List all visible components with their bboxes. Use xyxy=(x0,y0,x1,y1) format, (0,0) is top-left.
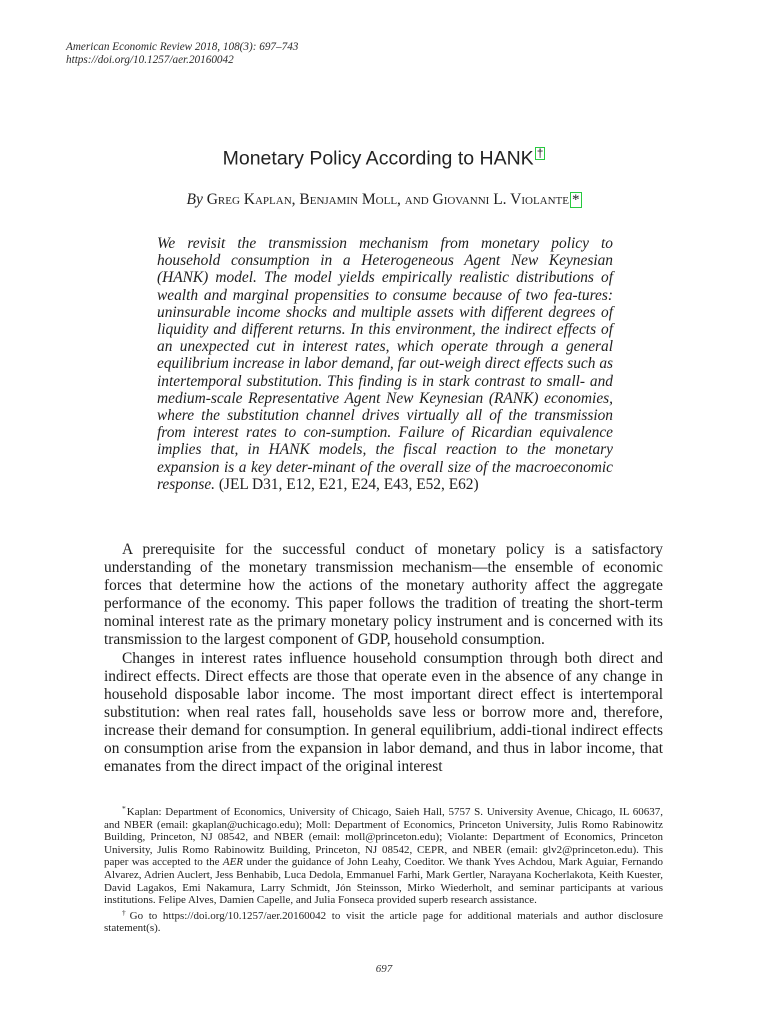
footnotes xyxy=(104,803,663,935)
paper-title-text: Monetary Policy According to HANK xyxy=(222,147,534,170)
title-footnote-link[interactable]: † xyxy=(536,146,544,160)
journal-header xyxy=(66,41,298,67)
author-footnote-link[interactable]: * xyxy=(572,192,580,208)
abstract xyxy=(157,235,613,493)
footnote-marker-dagger: † xyxy=(122,907,129,917)
footnote-doi xyxy=(104,907,663,935)
body-paragraph: Changes in interest rates influence household consumption through both direct and indirect effects. Direct effects are those that operate even in the absence of any change in household disposable labor income. The most important direct effect is intertemporal substitution: when real rates fall, households save less or borrow more and, therefore, increase their demand for consumption. In general equilibrium, addi-tional indirect effects on consumption arise from the expansion in labor demand, and thus in labor income, that emanates from the direct impact of the original interest xyxy=(104,649,663,776)
paper-title xyxy=(0,147,768,171)
abstract-text: We revisit the transmission mechanism from monetary policy to household consumption in a Heterogeneous Agent New Keynesian (HANK) model. The model yields empirically realistic distributions of wealth and marginal propensities to consume because of two fea-tures: uninsurable income shocks and multiple assets with different degrees of liquidity and different returns. In this environment, the indirect effects of an unexpected cut in interest rates, which operate through a general equilibrium increase in labor demand, far out-weigh direct effects such as intertemporal substitution. This finding is in stark contrast to small- and medium-scale Representative Agent New Keynesian (RANK) economies, where the substitution channel drives virtually all of the transmission from interest rates to con-sumption. Failure of Ricardian equivalence implies that, in HANK models, the fiscal reaction to the monetary expansion is a key deter-minant of the overall size of the macroeconomic response. xyxy=(157,235,613,493)
author-by: By xyxy=(186,191,203,208)
footnote-affiliations xyxy=(104,803,663,907)
footnote-doi-text: Go to https://doi.org/10.1257/aer.20160042 to visit the article page for additional materials and author disclosure statement(s). xyxy=(104,909,664,935)
doi-link[interactable]: https://doi.org/10.1257/aer.20160042 xyxy=(66,54,234,66)
jel-codes: (JEL D31, E12, E21, E24, E43, E52, E62) xyxy=(218,475,479,493)
body-text xyxy=(104,541,663,776)
footnote-marker-star: * xyxy=(122,804,126,813)
author-names: Greg Kaplan, Benjamin Moll, and Giovanni L. Violante xyxy=(206,191,569,208)
footnote-acknowledgements-text: under the guidance of John Leahy, Coeditor. We thank Yves Achdou, Mark Aguiar, Fernando Alvarez, Adrien Auclert, Jess Benhabib, Luca Dedola, Emmanuel Farhi, Mark Gertler, Narayana Kocherlakota, Keith Kuester, David Lagakos, Emi Nakamura, Larry Schmidt, Jón Steinsson, Mirko Wiederholt, and seminar participants at various institutions. Felipe Alves, Damien Capelle, and Julia Fonseca provided superb research assistance. xyxy=(104,856,664,907)
journal-citation: American Economic Review 2018, 108(3): 697–743 xyxy=(66,41,299,53)
journal-abbrev: AER xyxy=(222,856,244,869)
author-line xyxy=(0,191,768,209)
body-paragraph: A prerequisite for the successful conduct of monetary policy is a satisfactory understanding of the monetary transmission mechanism—the ensemble of economic forces that determine how the actions of the monetary authority affect the aggregate performance of the economy. This paper follows the tradition of treating the short-term nominal interest rate as the primary monetary policy instrument and is concerned with its transmission to the largest component of GDP, household consumption. xyxy=(104,541,663,649)
footnote-affiliations-text: Kaplan: Department of Economics, University of Chicago, Saieh Hall, 5757 S. University Avenue, Chicago, IL 60637, and NBER (email: gkaplan@uchicago.edu); Moll: Department of Economics, Princeton University, Julis Romo Rabinowitz Building, Princeton, NJ 08542, and NBER (email: moll@princeton.edu); Violante: Department of Economics, Princeton University, Julis Romo Rabinowitz Building, Princeton, NJ 08542, CEPR, and NBER (email: glv2@princeton.edu). This paper was accepted to the xyxy=(104,806,663,869)
page-number: 697 xyxy=(375,963,393,975)
